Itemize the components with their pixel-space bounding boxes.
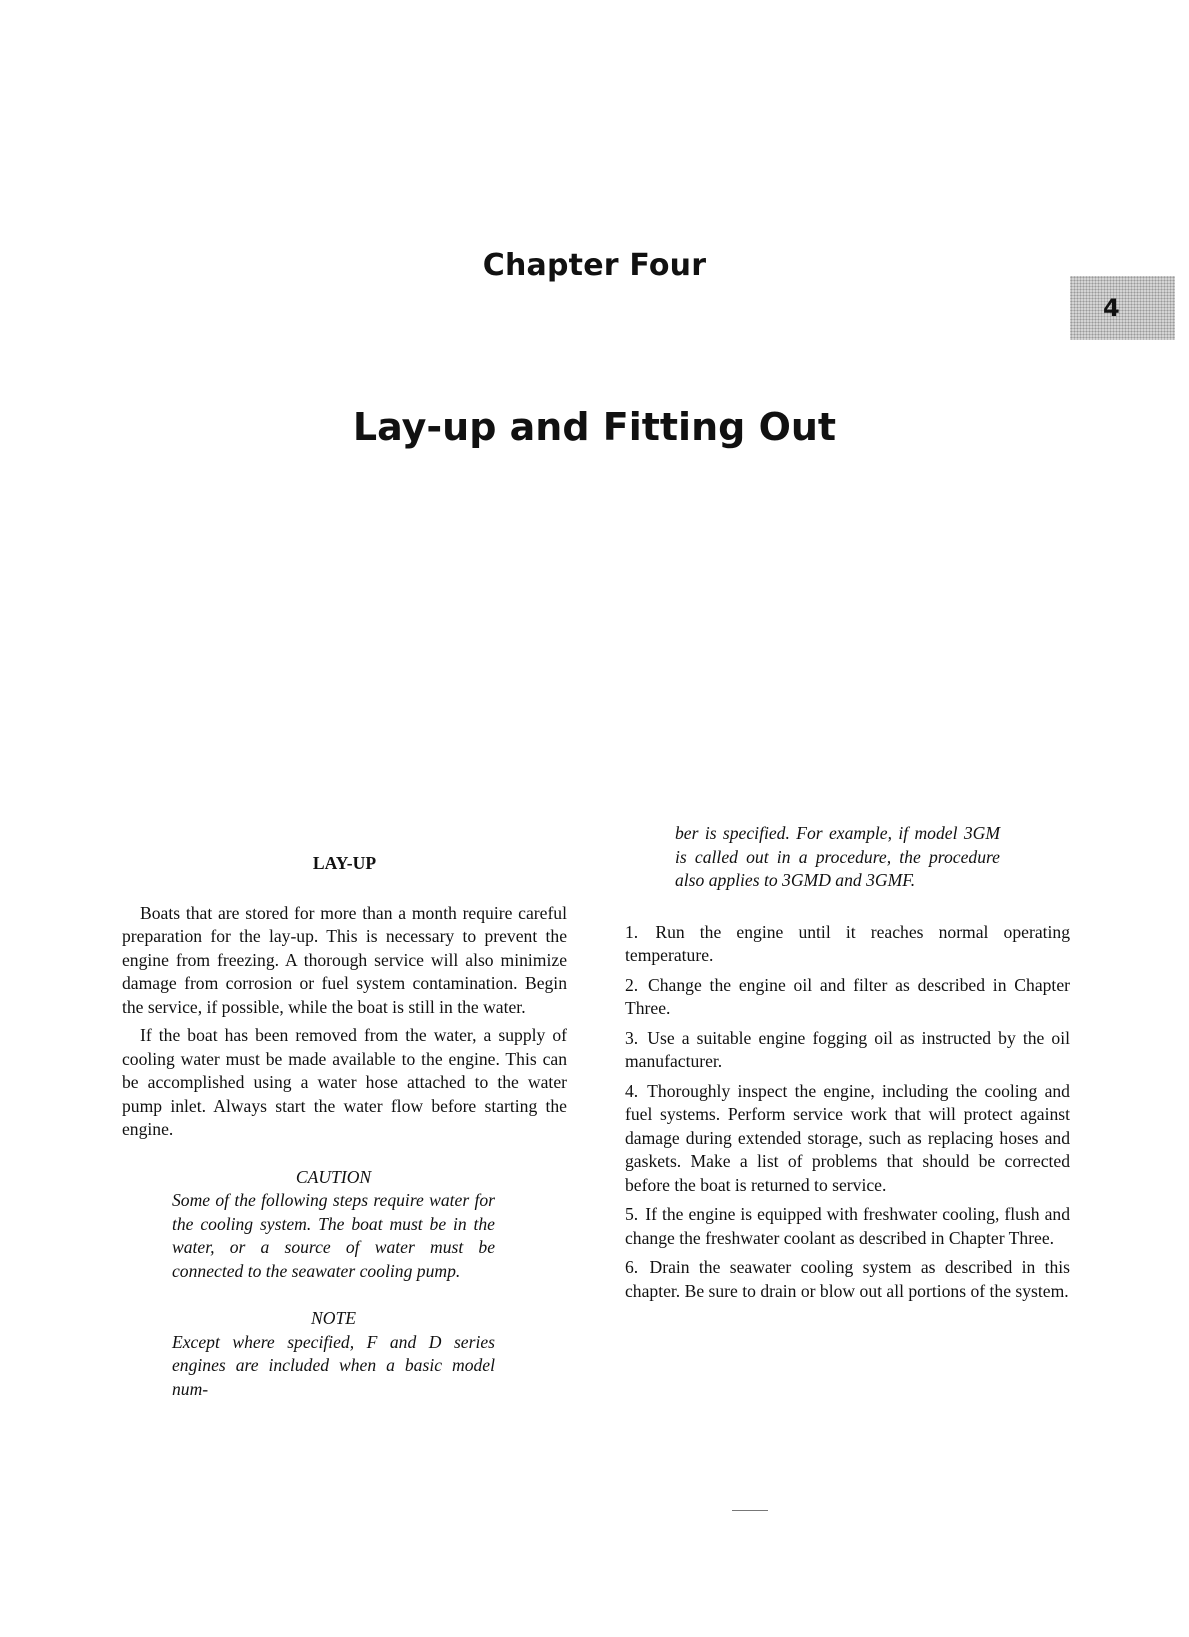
step-item — [625, 1080, 1070, 1198]
chapter-tab-number: 4 — [1103, 294, 1120, 322]
chapter-thumb-tab — [1070, 276, 1175, 340]
step-text: Run the engine until it reaches normal operating temperature. — [625, 921, 1070, 965]
step-number: 1. — [625, 921, 639, 942]
caution-text: Some of the following steps require water for the cooling system. The boat must be in the water, or a source of water must be connected to the seawater cooling pump. — [172, 1190, 495, 1281]
step-item — [625, 1027, 1070, 1074]
step-number: 2. — [625, 974, 639, 995]
body-paragraph: Boats that are stored for more than a month require careful preparation for the lay-up. This is necessary to prevent the engine from freezing. A thorough service will also minimize damage from corrosion or fuel system contamination. Begin the service, if possible, while the boat is still in the water. — [122, 902, 567, 1017]
step-text: Drain the seawater cooling system as described in this chapter. Be sure to drain or blow out all portions of the system. — [625, 1257, 1070, 1301]
left-column — [122, 852, 567, 1401]
chapter-title: Lay-up and Fitting Out — [352, 405, 837, 449]
body-paragraph: If the boat has been removed from the water, a supply of cooling water must be made available to the engine. This can be accomplished using a water hose attached to the water pump inlet. Always start the water flow before starting the engine. — [122, 1025, 567, 1139]
step-number: 3. — [625, 1027, 639, 1048]
right-column — [625, 822, 1070, 1309]
note-text: Except where specified, F and D series engines are included when a basic model num- — [172, 1331, 495, 1399]
caution-box — [172, 1166, 495, 1284]
step-text: Thoroughly inspect the engine, including the cooling and fuel systems. Perform service work that will protect against damage during extended storage, such as replacing hoses and gaskets. Make a list of problems that should be corrected before the boat is returned to service. — [625, 1080, 1070, 1195]
step-text: Change the engine oil and filter as described in Chapter Three. — [625, 974, 1070, 1018]
step-item — [625, 921, 1070, 968]
step-text: Use a suitable engine fogging oil as instructed by the oil manufacturer. — [625, 1027, 1070, 1071]
step-item — [625, 1203, 1070, 1250]
step-text: If the engine is equipped with freshwater cooling, flush and change the freshwater coolant as described in Chapter Three. — [625, 1204, 1071, 1248]
step-item — [625, 974, 1070, 1021]
caution-label: CAUTION — [295, 1166, 372, 1187]
footer-rule — [732, 1510, 768, 1511]
chapter-label: Chapter Four — [482, 248, 707, 283]
step-number: 5. — [625, 1204, 639, 1224]
step-number: 4. — [625, 1080, 639, 1101]
section-heading-lay-up: LAY-UP — [312, 853, 377, 873]
note-label: NOTE — [311, 1308, 356, 1328]
step-number: 6. — [625, 1257, 639, 1277]
note-box — [172, 1307, 495, 1401]
note-text-continued: ber is specified. For example, if model 3GM is called out in a procedure, the procedure also applies to 3GMD and 3GMF. — [675, 823, 1000, 890]
step-item — [625, 1256, 1070, 1303]
